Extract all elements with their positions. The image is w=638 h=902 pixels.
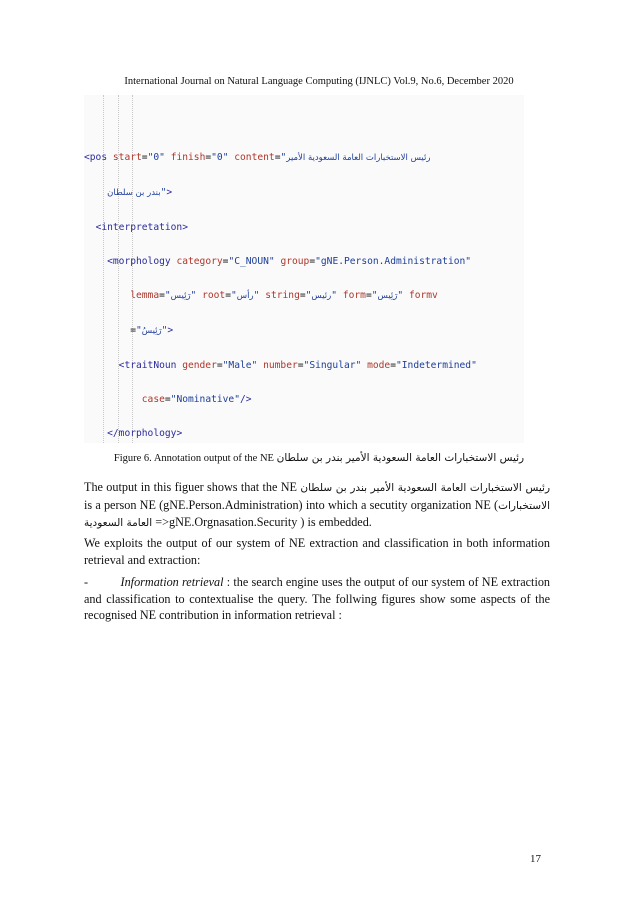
code-line: ="رَئِيسُ"> — [84, 324, 174, 336]
code-line: <morphology category="C_NOUN" group="gNE.Person.Administration" — [107, 255, 472, 267]
code-line: <traitNoun gender="Male" number="Singular" mode="Indetermined" — [118, 359, 477, 371]
journal-header: International Journal on Natural Language Computing (IJNLC) Vol.9, No.6, December 2020 — [124, 76, 514, 87]
annotation-code-block — [84, 95, 524, 443]
code-line: lemma="رَئِيس" root="رأس" string="رئيس" form="رَئِيس" formv — [130, 289, 438, 301]
code-line: <interpretation> — [95, 221, 188, 233]
figure-caption — [0, 452, 638, 464]
code-line: بندر بن سلطان"> — [107, 186, 173, 198]
paragraph-exploitation: We exploits the output of our system of NE extraction and classification in both information retrieval and extraction: — [84, 536, 550, 567]
code-line: <pos start="0" finish="0" content="رئيس الاستخبارات العامة السعودية الأمير — [84, 151, 431, 163]
paragraph-ne-output: The output in this figuer shows that the NE رئيس الاستخبارات العامة السعودية الأمير بندر بن سلطان is a person NE (gNE.Person.Administration) into which a secutity organization NE (الاستخبارات العامة السعودية =>gNE.Orgnasation.Security ) is embedded. — [84, 480, 551, 529]
code-line: case="Nominative"/> — [141, 393, 252, 405]
page-number: 17 — [530, 853, 541, 865]
caption-label: Figure 6. Annotation output of the NE — [113, 453, 274, 464]
paragraph-information-retrieval: - Information retrieval : the search engine uses the output of our system of NE extraction and classification to contextualise the query. The follwing figures show some aspects of the recognised NE contribution in information retrieval : — [84, 575, 551, 622]
caption-arabic: رئيس الاستخبارات العامة السعودية الأمير بندر بن سلطان — [276, 452, 525, 464]
code-line: </morphology> — [107, 427, 183, 439]
